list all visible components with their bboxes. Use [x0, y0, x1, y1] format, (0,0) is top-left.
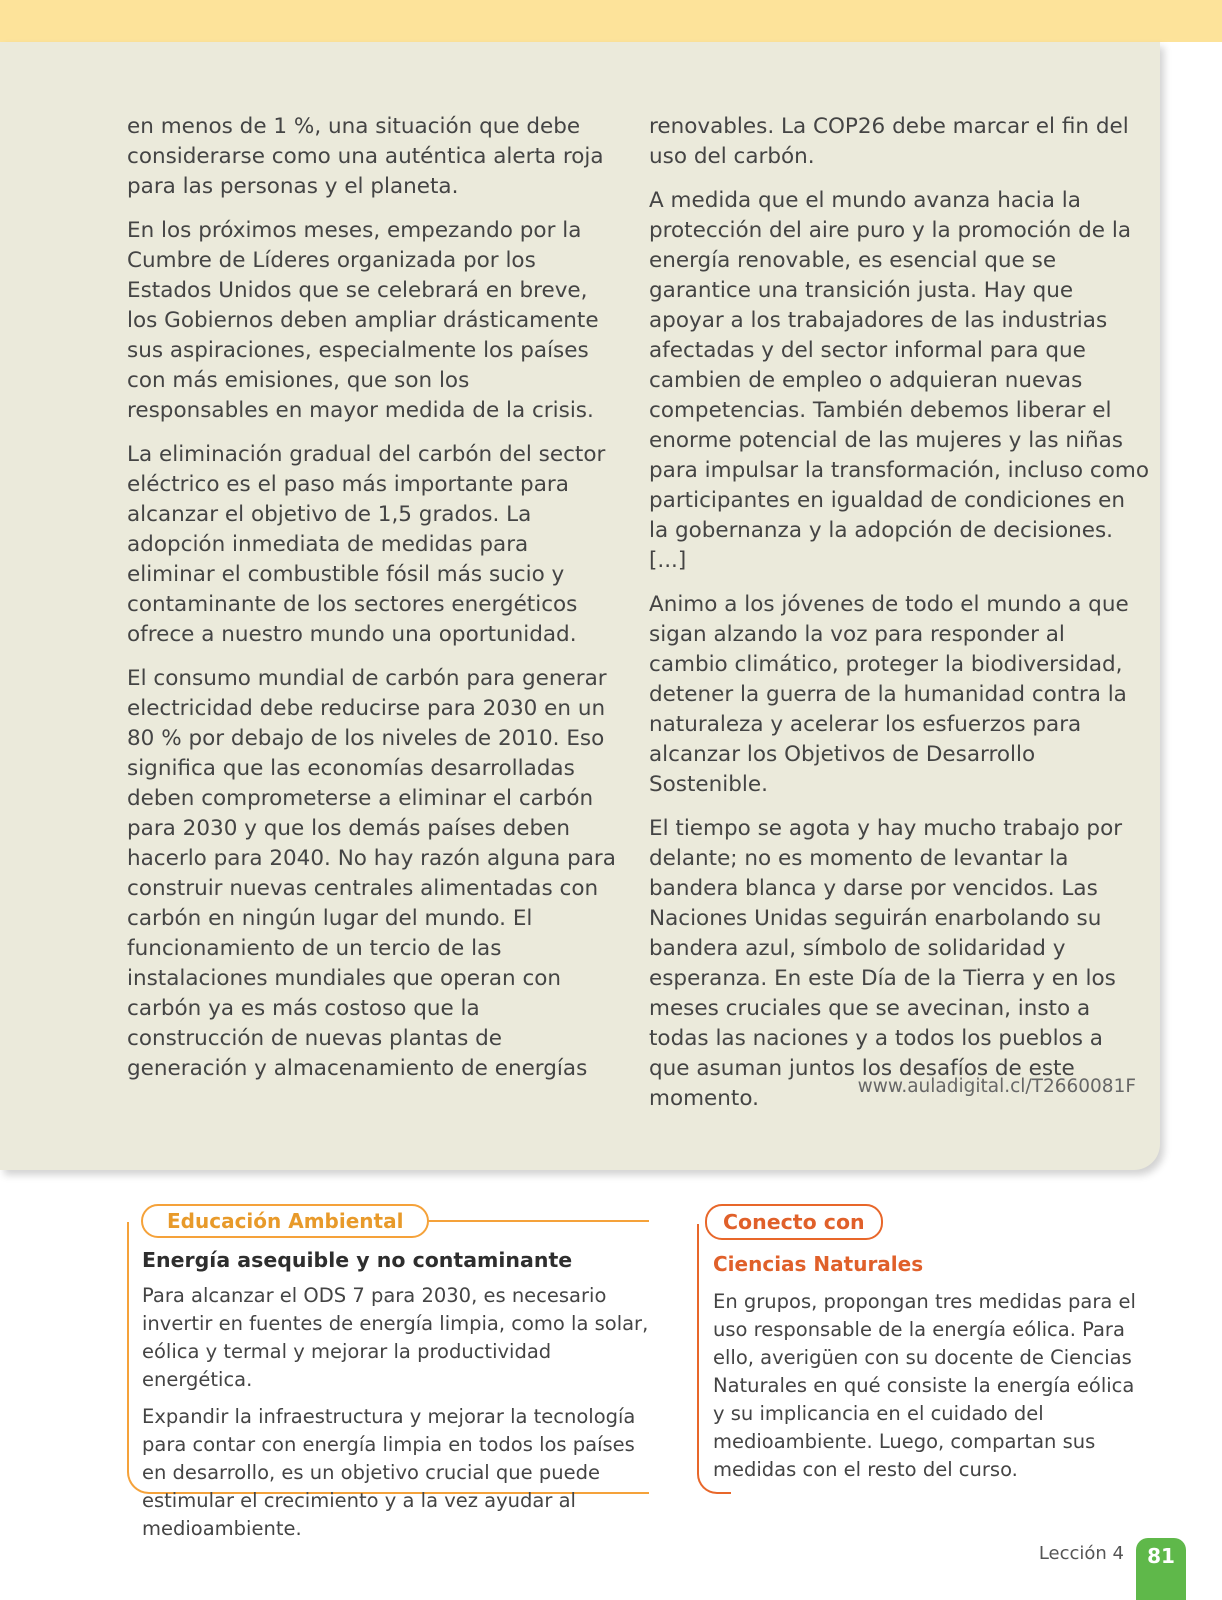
article-paragraph: El tiempo se agota y hay mucho trabajo por delante; no es momento de levantar la bandera blanca y darse por vencidos. Las Naciones Unidas seguirán enarbolando su bandera azul, símbolo de solidaridad y esperanza. En este Día de la Tierra y en los meses cruciales que se avecinan, insto a todas las naciones y a todos los pueblos a que asuman juntos los desafíos de este momento.	[649, 816, 1123, 1111]
article-paragraph: En los próximos meses, empezando por la Cumbre de Líderes organizada por los Estados Unidos que se celebrará en breve, los Gobiernos deben ampliar drásticamente sus aspiraciones, especialmente los países con más emisiones, que son los responsables en mayor medida de la crisis.	[127, 218, 599, 423]
lesson-label: Lección 4	[1038, 1543, 1124, 1564]
article-paragraph: renovables. La COP26 debe marcar el fin del uso del carbón.	[649, 114, 1129, 169]
source-url[interactable]: www.auladigital.cl/T2660081F	[857, 1076, 1136, 1097]
connect-box-subtitle: Ciencias Naturales	[713, 1252, 924, 1276]
connect-box-body: En grupos, propongan tres medidas para el uso responsable de la energía eólica. Para ello, averigüen con su docente de Ciencias Naturales en qué consiste la energía eólica y su implicancia en el cuidado del medioambiente. Luego, compartan sus medidas con el resto del curso.	[713, 1290, 1136, 1481]
box-paragraph: Expandir la infraestructura y mejorar la tecnología para contar con energía limpia en todos los países en desarrollo, es un objetivo crucial que puede estimular el crecimiento y a la vez ayudar al medioambiente.	[142, 1405, 636, 1540]
article-paragraph: A medida que el mundo avanza hacia la protección del aire puro y la promoción de la energía renovable, es esencial que se garantice una transición justa. Hay que apoyar a los trabajadores de las industrias afectadas y del sector informal para que cambien de empleo o adquieran nuevas competencias. También debemos liberar el enorme potencial de las mujeres y las niñas para impulsar la transformación, incluso como participantes en igualdad de condiciones en la gobernanza y la adopción de decisiones.[...]	[649, 188, 1149, 573]
article-left-column	[127, 112, 617, 1098]
article-right-column	[649, 112, 1149, 1128]
top-color-band	[0, 0, 1222, 42]
environmental-education-box	[127, 1204, 657, 1540]
article-paragraph: La eliminación gradual del carbón del sector eléctrico es el paso más importante para alcanzar el objetivo de 1,5 grados. La adopción inmediata de medidas para eliminar el combustible fósil más sucio y contaminante de los sectores energéticos ofrece a nuestro mundo una oportunidad.	[127, 442, 606, 647]
environmental-box-body	[142, 1282, 662, 1552]
page-number-tab	[1136, 1538, 1186, 1600]
box-top-line	[397, 1220, 649, 1222]
article-paragraph: Animo a los jóvenes de todo el mundo a que sigan alzando la voz para responder al cambio climático, proteger la biodiversidad, detener la guerra de la humanidad contra la naturaleza y acelerar los esfuerzos para alcanzar los Objetivos de Desarrollo Sostenible.	[649, 592, 1129, 797]
environmental-box-subtitle: Energía asequible y no contaminante	[142, 1248, 573, 1272]
environmental-education-tab: Educación Ambiental	[141, 1204, 429, 1238]
box-paragraph: Para alcanzar el ODS 7 para 2030, es necesario invertir en fuentes de energía limpia, como la solar, eólica y termal y mejorar la productividad energética.	[142, 1284, 649, 1391]
connect-tab: Conecto con	[705, 1204, 883, 1240]
article-paragraph: El consumo mundial de carbón para generar electricidad debe reducirse para 2030 en un 80 % por debajo de los niveles de 2010. Eso significa que las economías desarrolladas deben comprometerse a eliminar el carbón para 2030 y que los demás países deben hacerlo para 2040. No hay razón alguna para construir nuevas centrales alimentadas con carbón en ningún lugar del mundo. El funcionamiento de un tercio de las instalaciones mundiales que operan con carbón ya es más costoso que la construcción de nuevas plantas de generación y almacenamiento de energías	[127, 666, 616, 1081]
page-number: 81	[1147, 1544, 1175, 1568]
article-paragraph: en menos de 1 %, una situación que debe considerarse como una auténtica alerta roja para las personas y el planeta.	[127, 114, 604, 199]
connect-box	[697, 1204, 1147, 1504]
